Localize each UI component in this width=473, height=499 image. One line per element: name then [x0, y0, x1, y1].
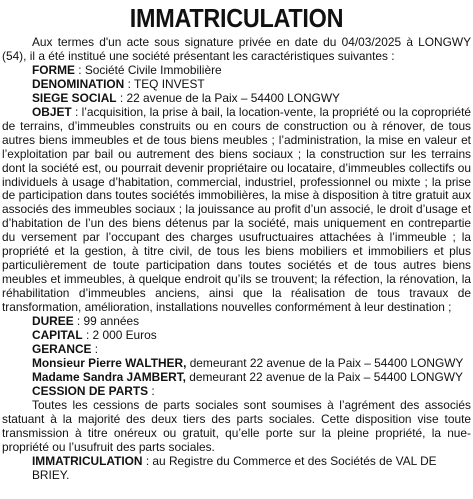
siege-line [2, 92, 471, 106]
gerant-1-name: Monsieur Pierre WALTHER, [32, 355, 187, 370]
intro-paragraph: Aux termes d'un acte sous signature privée en date du 04/03/2025 à LONGWY (54), il a été institué une société présentant les caractéristiques suivantes : [2, 35, 471, 63]
gerant-1-line [2, 357, 471, 371]
siege-label: SIEGE SOCIAL [32, 90, 117, 105]
forme-value: : Société Civile Immobilière [74, 62, 222, 77]
gerant-2-line [2, 371, 471, 385]
notice-body [2, 36, 471, 483]
capital-line [2, 329, 471, 343]
objet-paragraph [2, 106, 471, 315]
siege-value: : 22 avenue de la Paix – 54400 LONGWY [116, 90, 340, 105]
cession-line [2, 385, 471, 399]
gerant-1-address: demeurant 22 avenue de la Paix – 54400 LONGWY [186, 355, 464, 370]
objet-value: : l’acquisition, la prise à bail, la location-vente, la propriété ou la copropriété de terrains, d’immeubles construits ou en cours de construction ou à rénover, de tous autres biens immeubles et de tous biens meubles ; l’administration, la mise en valeur et l’exploitation par bail ou autrement des biens sociaux ; la construction sur les terrains dont la société est, ou pourrait devenir propriétaire ou locataire, d’immeubles collectifs ou individuels à usage d’habitation, commercial, industriel, professionnel ou mixte ; la prise de participation dans toutes sociétés immobilières, la mise à disposition à titre gratuit aux associés des immeubles sociaux ; la jouissance au profit d’un associé, le droit d’usage et d’habitation de l’un des biens détenus par la société, mais uniquement en contrepartie du versement par l’occupant des charges usufructuaires attachées à l’immeuble ; la propriété et la gestion, à titre civil, de tous les biens mobiliers et immobiliers et plus particulièrement de toute participation dans toutes sociétés et de tous autres biens meubles et immeubles, à quelque endroit qu’ils se trouvent; la réfection, la rénovation, la réhabilitation d’immeubles anciens, ainsi que la réalisation de tous travaux de transformation, amélioration, installations nouvelles conformément à leur destination ; [2, 104, 471, 315]
immatriculation-line [2, 455, 471, 483]
gerance-value: : [91, 341, 99, 356]
cession-paragraph: Toutes les cessions de parts sociales sont soumises à l’agrément des associés statuant à la majorité des deux tiers des parts sociales. Cette disposition vise toute transmission à titre onéreux ou gratuit, qu’elle porte sur la pleine propriété, la nue-propriété ou l’usufruit des parts sociales. [2, 397, 471, 454]
forme-label: FORME [32, 62, 75, 77]
capital-value: : 2 000 Euros [82, 328, 157, 343]
duree-line [2, 315, 471, 329]
cession-label: CESSION DE PARTS [32, 383, 149, 398]
gerance-label: GERANCE [32, 341, 92, 356]
immatriculation-label: IMMATRICULATION [32, 453, 143, 468]
capital-label: CAPITAL [32, 328, 83, 343]
cession-value: : [148, 383, 155, 398]
gerant-2-address: demeurant 22 avenue de la Paix – 54400 LONGWY [185, 369, 463, 384]
notice-title: IMMATRICULATION [129, 3, 344, 33]
gerance-line [2, 343, 471, 357]
immatriculation-value: : au Registre du Commerce et des Sociétés de VAL DE BRIEY. [32, 453, 437, 482]
objet-label: OBJET [32, 104, 72, 119]
gerant-2-name: Madame Sandra JAMBERT, [32, 369, 186, 384]
duree-value: : 99 années [73, 314, 140, 329]
denomination-label: DENOMINATION [32, 76, 125, 91]
denomination-value: : TEQ INVEST [124, 76, 205, 91]
duree-label: DUREE [32, 314, 74, 329]
forme-line [2, 64, 471, 78]
denomination-line [2, 78, 471, 92]
